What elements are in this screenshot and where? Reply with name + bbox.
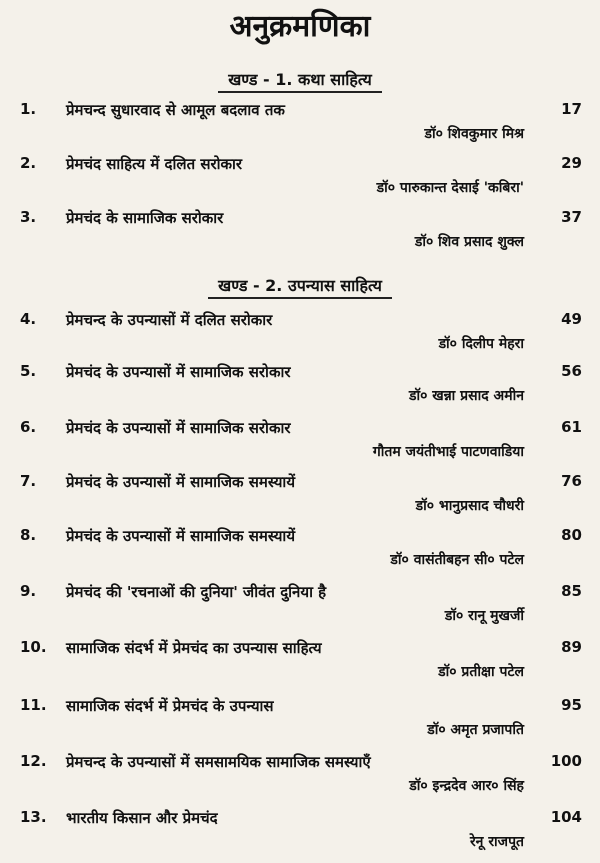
entry-page: 85 [561,582,582,600]
entry-number: 8. [20,526,37,544]
entry-number: 3. [20,208,37,226]
entry-title: प्रेमचंद के उपन्यासों में सामाजिक समस्यायें [66,527,296,545]
entry-number: 12. [20,752,47,770]
entry-title: प्रेमचन्द के उपन्यासों में दलित सरोकार [66,311,273,329]
toc-entry[interactable] [0,208,600,254]
entry-title: प्रेमचंद के सामाजिक सरोकार [66,209,224,227]
entry-author: डॉ० इन्द्रदेव आर० सिंह [409,778,524,794]
entry-number: 4. [20,310,37,328]
toc-entry[interactable] [0,582,600,628]
entry-page: 104 [550,808,582,826]
section-label: खण्ड - 2. उपन्यास साहित्य [208,274,392,299]
section-label: खण्ड - 1. कथा साहित्य [218,68,382,93]
entry-author: डॉ० शिवकुमार मिश्र [424,126,524,142]
toc-entry[interactable] [0,362,600,408]
entry-title: प्रेमचंद के उपन्यासों में सामाजिक सरोकार [66,363,291,381]
entry-number: 6. [20,418,37,436]
entry-author: डॉ० अमृत प्रजापति [427,722,524,738]
entry-number: 1. [20,100,37,118]
entry-number: 7. [20,472,37,490]
toc-entry[interactable] [0,100,600,146]
entry-author: डॉ० प्रतीक्षा पटेल [438,664,524,680]
entry-number: 2. [20,154,37,172]
toc-entry[interactable] [0,638,600,684]
entry-author: डॉ० भानुप्रसाद चौधरी [415,498,524,514]
toc-entry[interactable] [0,310,600,356]
toc-entry[interactable] [0,752,600,798]
toc-entry[interactable] [0,526,600,572]
entry-author: डॉ० रानू मुखर्जी [444,608,524,624]
entry-page: 56 [561,362,582,380]
toc-entry[interactable] [0,472,600,518]
entry-author: डॉ० खन्ना प्रसाद अमीन [408,388,524,404]
toc-entry[interactable] [0,154,600,200]
entry-page: 95 [561,696,582,714]
entry-page: 100 [550,752,582,770]
entry-title: प्रेमचंद साहित्य में दलित सरोकार [66,155,243,173]
entry-title: सामाजिक संदर्भ में प्रेमचंद का उपन्यास साहित्य [66,639,322,657]
toc-entry[interactable] [0,696,600,742]
entry-title: भारतीय किसान और प्रेमचंद [66,809,218,827]
entry-title: सामाजिक संदर्भ में प्रेमचंद के उपन्यास [66,697,274,715]
entry-author: डॉ० पारुकान्त देसाई 'कबिरा' [376,180,524,196]
entry-page: 37 [561,208,582,226]
entry-number: 5. [20,362,37,380]
entry-page: 17 [561,100,582,118]
entry-title: प्रेमचंद की 'रचनाओं की दुनिया' जीवंत दुनिया है [66,583,327,601]
toc-entry[interactable] [0,418,600,464]
entry-page: 76 [561,472,582,490]
entry-title: प्रेमचन्द सुधारवाद से आमूल बदलाव तक [66,101,285,119]
entry-title: प्रेमचन्द के उपन्यासों में समसामयिक सामाजिक समस्याएँ [66,753,371,771]
section-heading-1 [0,68,600,93]
entry-page: 61 [561,418,582,436]
entry-page: 80 [561,526,582,544]
entry-number: 11. [20,696,47,714]
entry-page: 89 [561,638,582,656]
entry-author: डॉ० शिव प्रसाद शुक्ल [414,234,524,250]
entry-author: रेनू राजपूत [469,834,524,850]
entry-author: गौतम जयंतीभाई पाटणवाडिया [372,444,524,460]
entry-author: डॉ० दिलीप मेहरा [438,336,524,352]
section-heading-2 [0,274,600,299]
toc-entry[interactable] [0,808,600,854]
entry-title: प्रेमचंद के उपन्यासों में सामाजिक सरोकार [66,419,291,437]
entry-number: 10. [20,638,47,656]
page-title: अनुक्रमणिका [229,9,371,44]
entry-author: डॉ० वासंतीबहन सी० पटेल [390,552,524,568]
entry-number: 9. [20,582,37,600]
entry-page: 49 [561,310,582,328]
entry-number: 13. [20,808,47,826]
entry-page: 29 [561,154,582,172]
entry-title: प्रेमचंद के उपन्यासों में सामाजिक समस्यायें [66,473,296,491]
